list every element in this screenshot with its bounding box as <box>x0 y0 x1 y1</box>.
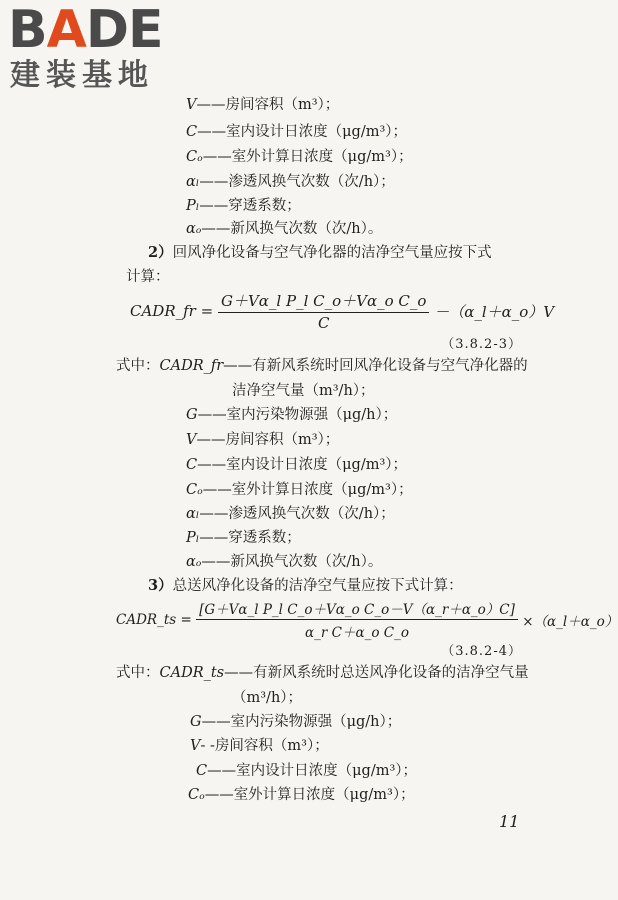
definition-item: G——室内污染物源强（μg/h）； <box>190 714 402 730</box>
definition-item: C——室内设计日浓度（μg/m³）； <box>196 763 418 779</box>
equation-number: （3.8.2-3） <box>441 337 522 352</box>
where-clause: 式中：CADR_fr——有新风系统时回风净化设备与空气净化器的 <box>116 358 528 374</box>
definition-item: Cₒ——室外计算日浓度（μg/m³）； <box>186 149 413 165</box>
definition-item: V- -房间容积（m³）； <box>190 738 329 754</box>
step-heading-cont: 计算： <box>126 269 170 285</box>
where-clause: 式中：CADR_ts——有新风系统时总送风净化设备的洁净空气量 <box>116 665 529 681</box>
definition-item: αₗ——渗透风换气次数（次/h）； <box>186 506 395 522</box>
definition-item: αₒ——新风换气次数（次/h）。 <box>186 554 383 570</box>
definition-item: V——房间容积（m³）； <box>186 97 340 113</box>
equation-number: （3.8.2-4） <box>441 644 522 659</box>
brand-logo <box>8 0 178 96</box>
formula-3-8-2-3: CADR_fr = $\frac{\text{G＋Vα\_l P\_l C\_o＋Vα\_o C\_o}}{C}$ －（α_l＋α_o）V <box>130 292 555 332</box>
formula-3-8-2-4: CADR_ts = $\frac{\text{[G＋Vα\_l P\_l C\_o＋Vα\_o C\_o－V（α\_r＋α\_o）C]}}{\text{α\_r C＋α\_o C\_o}}$ ×（α_l＋α_o） <box>116 598 618 641</box>
definition-item: Pₗ——穿透系数； <box>186 530 301 546</box>
definition-item: V——房间容积（m³）； <box>186 432 340 448</box>
definition-item: Pₗ——穿透系数； <box>186 198 301 214</box>
step-heading: 3）总送风净化设备的洁净空气量应按下式计算： <box>148 577 463 594</box>
definition-item: αₗ——渗透风换气次数（次/h）； <box>186 174 395 190</box>
step-heading: 2）回风净化设备与空气净化器的洁净空气量应按下式 <box>148 244 492 261</box>
logo-subtitle: 建装基地 <box>10 58 154 93</box>
definition-item: αₒ——新风换气次数（次/h）。 <box>186 221 383 237</box>
definition-item: Cₒ——室外计算日浓度（μg/m³）； <box>186 482 413 498</box>
where-clause-cont: 洁净空气量（m³/h）； <box>232 383 375 399</box>
definition-item: G——室内污染物源强（μg/h）； <box>186 407 398 423</box>
definition-item: C——室内设计日浓度（μg/m³）； <box>186 457 408 473</box>
page-number: 11 <box>499 812 520 831</box>
where-clause-cont: （m³/h）； <box>232 690 303 706</box>
definition-item: Cₒ——室外计算日浓度（μg/m³）； <box>188 787 415 803</box>
logo-wordmark: BADE <box>8 0 163 60</box>
definition-item: C——室内设计日浓度（μg/m³）； <box>186 124 408 140</box>
